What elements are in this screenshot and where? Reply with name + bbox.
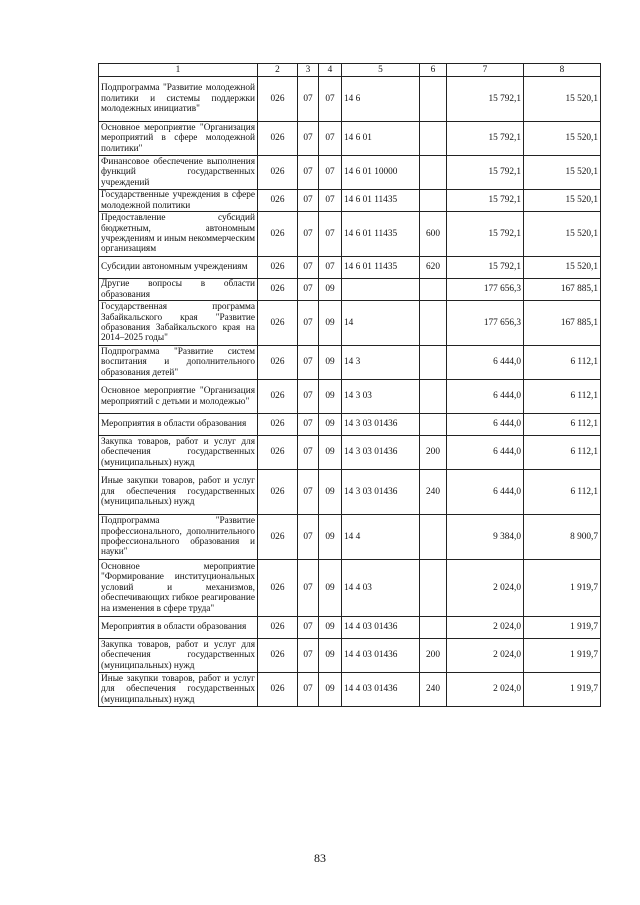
row-name: Государственные учреждения в сфере молодежной политики — [99, 190, 258, 212]
row-code-expense-type — [420, 560, 447, 617]
row-code-subsection: 07 — [319, 156, 342, 190]
table-row — [99, 257, 601, 279]
row-code-section: 07 — [298, 436, 319, 470]
table-row — [99, 617, 601, 639]
row-amount-col7: 15 792,1 — [447, 212, 524, 257]
table-row — [99, 380, 601, 414]
row-name: Подпрограмма "Развитие профессионального, дополнительного профессионального образования и науки" — [99, 515, 258, 560]
row-code-expense-type — [420, 279, 447, 301]
row-name: Мероприятия в области образования — [99, 617, 258, 639]
row-code-target: 14 6 01 11435 — [342, 257, 420, 279]
row-name: Основное мероприятие "Организация мероприятий в сфере молодежной политики" — [99, 122, 258, 156]
row-name: Государственная программа Забайкальского края "Развитие образования Забайкальского края на 2014–2025 годы" — [99, 301, 258, 346]
row-code-target: 14 4 03 01436 — [342, 673, 420, 707]
row-amount-col8: 15 520,1 — [524, 257, 601, 279]
row-code-expense-type — [420, 122, 447, 156]
row-code-subsection: 07 — [319, 212, 342, 257]
row-code-section: 07 — [298, 560, 319, 617]
row-code-section: 07 — [298, 122, 319, 156]
column-header: 3 — [298, 64, 319, 77]
row-amount-col7: 177 656,3 — [447, 301, 524, 346]
row-code-section: 07 — [298, 515, 319, 560]
row-amount-col7: 15 792,1 — [447, 257, 524, 279]
row-name: Подпрограмма "Развитие молодежной политики и системы поддержки молодежных инициатив" — [99, 77, 258, 122]
row-code-target: 14 6 01 11435 — [342, 190, 420, 212]
row-name: Основное мероприятие "Организация мероприятий с детьми и молодежью" — [99, 380, 258, 414]
row-code-section: 07 — [298, 470, 319, 515]
row-code-ministry: 026 — [258, 414, 298, 436]
row-amount-col7: 9 384,0 — [447, 515, 524, 560]
row-code-target: 14 6 01 10000 — [342, 156, 420, 190]
table-row — [99, 515, 601, 560]
table-row — [99, 77, 601, 122]
row-code-subsection: 09 — [319, 560, 342, 617]
row-code-subsection: 07 — [319, 190, 342, 212]
table-row — [99, 122, 601, 156]
row-code-expense-type — [420, 346, 447, 380]
row-code-subsection: 09 — [319, 515, 342, 560]
table-row — [99, 190, 601, 212]
row-amount-col8: 1 919,7 — [524, 560, 601, 617]
row-amount-col8: 15 520,1 — [524, 212, 601, 257]
row-code-subsection: 07 — [319, 257, 342, 279]
table-row — [99, 156, 601, 190]
table-body — [99, 77, 601, 707]
table-row — [99, 414, 601, 436]
row-amount-col8: 6 112,1 — [524, 346, 601, 380]
row-name: Подпрограмма "Развитие систем воспитания и дополнительного образования детей" — [99, 346, 258, 380]
row-code-section: 07 — [298, 212, 319, 257]
row-code-ministry: 026 — [258, 639, 298, 673]
row-code-expense-type — [420, 190, 447, 212]
row-name: Иные закупки товаров, работ и услуг для обеспечения государственных (муниципальных) нужд — [99, 673, 258, 707]
column-header: 4 — [319, 64, 342, 77]
row-code-target: 14 3 03 01436 — [342, 436, 420, 470]
row-code-section: 07 — [298, 257, 319, 279]
column-header: 8 — [524, 64, 601, 77]
row-code-subsection: 09 — [319, 380, 342, 414]
table-row — [99, 346, 601, 380]
row-code-expense-type — [420, 301, 447, 346]
table-row — [99, 279, 601, 301]
row-code-subsection: 09 — [319, 301, 342, 346]
row-amount-col7: 2 024,0 — [447, 560, 524, 617]
row-amount-col8: 15 520,1 — [524, 122, 601, 156]
row-amount-col7: 177 656,3 — [447, 279, 524, 301]
row-code-section: 07 — [298, 190, 319, 212]
row-code-expense-type — [420, 380, 447, 414]
row-amount-col7: 15 792,1 — [447, 156, 524, 190]
row-name: Другие вопросы в области образования — [99, 279, 258, 301]
table-row — [99, 639, 601, 673]
page-number: 83 — [314, 851, 326, 865]
row-amount-col8: 1 919,7 — [524, 673, 601, 707]
row-name: Иные закупки товаров, работ и услуг для обеспечения государственных (муниципальных) нужд — [99, 470, 258, 515]
column-header: 1 — [99, 64, 258, 77]
row-code-subsection: 09 — [319, 617, 342, 639]
row-code-section: 07 — [298, 380, 319, 414]
row-amount-col7: 2 024,0 — [447, 617, 524, 639]
table-row — [99, 436, 601, 470]
table-row — [99, 560, 601, 617]
row-name: Субсидии автономным учреждениям — [99, 257, 258, 279]
row-code-target: 14 3 03 01436 — [342, 470, 420, 515]
row-amount-col7: 6 444,0 — [447, 380, 524, 414]
row-code-expense-type — [420, 515, 447, 560]
row-amount-col8: 167 885,1 — [524, 279, 601, 301]
row-code-subsection: 09 — [319, 414, 342, 436]
row-amount-col8: 1 919,7 — [524, 639, 601, 673]
row-code-ministry: 026 — [258, 122, 298, 156]
row-code-section: 07 — [298, 77, 319, 122]
row-name: Закупка товаров, работ и услуг для обеспечения государственных (муниципальных) нужд — [99, 639, 258, 673]
row-code-ministry: 026 — [258, 77, 298, 122]
row-name: Финансовое обеспечение выполнения функций государственных учреждений — [99, 156, 258, 190]
row-code-target: 14 — [342, 301, 420, 346]
row-code-expense-type: 240 — [420, 673, 447, 707]
row-code-ministry: 026 — [258, 257, 298, 279]
row-code-ministry: 026 — [258, 560, 298, 617]
row-code-subsection: 09 — [319, 279, 342, 301]
row-code-target: 14 3 03 — [342, 380, 420, 414]
row-name: Основное мероприятие "Формирование институциональных условий и механизмов, обеспечивающих гибкое реагирование на изменения в сфере труда" — [99, 560, 258, 617]
column-header: 6 — [420, 64, 447, 77]
row-code-ministry: 026 — [258, 673, 298, 707]
row-code-target: 14 4 — [342, 515, 420, 560]
row-code-target — [342, 279, 420, 301]
row-code-ministry: 026 — [258, 380, 298, 414]
row-code-ministry: 026 — [258, 156, 298, 190]
row-code-ministry: 026 — [258, 279, 298, 301]
row-code-subsection: 09 — [319, 436, 342, 470]
row-code-ministry: 026 — [258, 346, 298, 380]
column-header: 2 — [258, 64, 298, 77]
row-name: Закупка товаров, работ и услуг для обеспечения государственных (муниципальных) нужд — [99, 436, 258, 470]
row-code-expense-type: 600 — [420, 212, 447, 257]
row-amount-col7: 2 024,0 — [447, 639, 524, 673]
column-header: 5 — [342, 64, 420, 77]
budget-table — [98, 63, 601, 707]
row-code-target: 14 4 03 01436 — [342, 639, 420, 673]
row-code-target: 14 6 01 11435 — [342, 212, 420, 257]
row-code-expense-type: 620 — [420, 257, 447, 279]
row-amount-col7: 6 444,0 — [447, 414, 524, 436]
row-amount-col8: 1 919,7 — [524, 617, 601, 639]
row-code-section: 07 — [298, 414, 319, 436]
row-amount-col7: 15 792,1 — [447, 190, 524, 212]
row-amount-col7: 15 792,1 — [447, 122, 524, 156]
row-amount-col8: 15 520,1 — [524, 156, 601, 190]
row-code-target: 14 4 03 01436 — [342, 617, 420, 639]
row-code-expense-type — [420, 77, 447, 122]
row-code-expense-type: 200 — [420, 639, 447, 673]
row-code-subsection: 09 — [319, 673, 342, 707]
table-row — [99, 470, 601, 515]
row-code-ministry: 026 — [258, 212, 298, 257]
row-amount-col7: 6 444,0 — [447, 470, 524, 515]
row-name: Предоставление субсидий бюджетным, автономным учреждениям и иным некоммерческим организациям — [99, 212, 258, 257]
row-amount-col8: 6 112,1 — [524, 436, 601, 470]
row-amount-col7: 6 444,0 — [447, 436, 524, 470]
table-row — [99, 673, 601, 707]
row-code-subsection: 09 — [319, 470, 342, 515]
row-code-section: 07 — [298, 156, 319, 190]
row-amount-col8: 15 520,1 — [524, 190, 601, 212]
row-amount-col7: 15 792,1 — [447, 77, 524, 122]
table-row — [99, 301, 601, 346]
row-amount-col8: 15 520,1 — [524, 77, 601, 122]
row-amount-col8: 6 112,1 — [524, 470, 601, 515]
row-amount-col7: 6 444,0 — [447, 346, 524, 380]
row-code-target: 14 3 — [342, 346, 420, 380]
row-code-ministry: 026 — [258, 617, 298, 639]
column-header: 7 — [447, 64, 524, 77]
row-code-expense-type: 200 — [420, 436, 447, 470]
row-code-subsection: 07 — [319, 77, 342, 122]
row-amount-col8: 6 112,1 — [524, 380, 601, 414]
row-code-target: 14 6 — [342, 77, 420, 122]
row-code-ministry: 026 — [258, 301, 298, 346]
header-row — [99, 64, 601, 77]
row-code-subsection: 09 — [319, 346, 342, 380]
row-name: Мероприятия в области образования — [99, 414, 258, 436]
row-amount-col8: 6 112,1 — [524, 414, 601, 436]
row-code-subsection: 09 — [319, 639, 342, 673]
row-code-section: 07 — [298, 617, 319, 639]
row-code-ministry: 026 — [258, 470, 298, 515]
row-amount-col8: 8 900,7 — [524, 515, 601, 560]
row-code-expense-type — [420, 617, 447, 639]
row-code-section: 07 — [298, 639, 319, 673]
row-code-target: 14 6 01 — [342, 122, 420, 156]
row-code-target: 14 4 03 — [342, 560, 420, 617]
row-code-subsection: 07 — [319, 122, 342, 156]
row-code-ministry: 026 — [258, 436, 298, 470]
row-code-expense-type: 240 — [420, 470, 447, 515]
row-amount-col7: 2 024,0 — [447, 673, 524, 707]
row-code-ministry: 026 — [258, 190, 298, 212]
row-code-section: 07 — [298, 301, 319, 346]
row-code-expense-type — [420, 156, 447, 190]
row-code-target: 14 3 03 01436 — [342, 414, 420, 436]
row-code-section: 07 — [298, 279, 319, 301]
table-row — [99, 212, 601, 257]
row-code-section: 07 — [298, 346, 319, 380]
row-code-ministry: 026 — [258, 515, 298, 560]
row-code-section: 07 — [298, 673, 319, 707]
row-code-expense-type — [420, 414, 447, 436]
row-amount-col8: 167 885,1 — [524, 301, 601, 346]
